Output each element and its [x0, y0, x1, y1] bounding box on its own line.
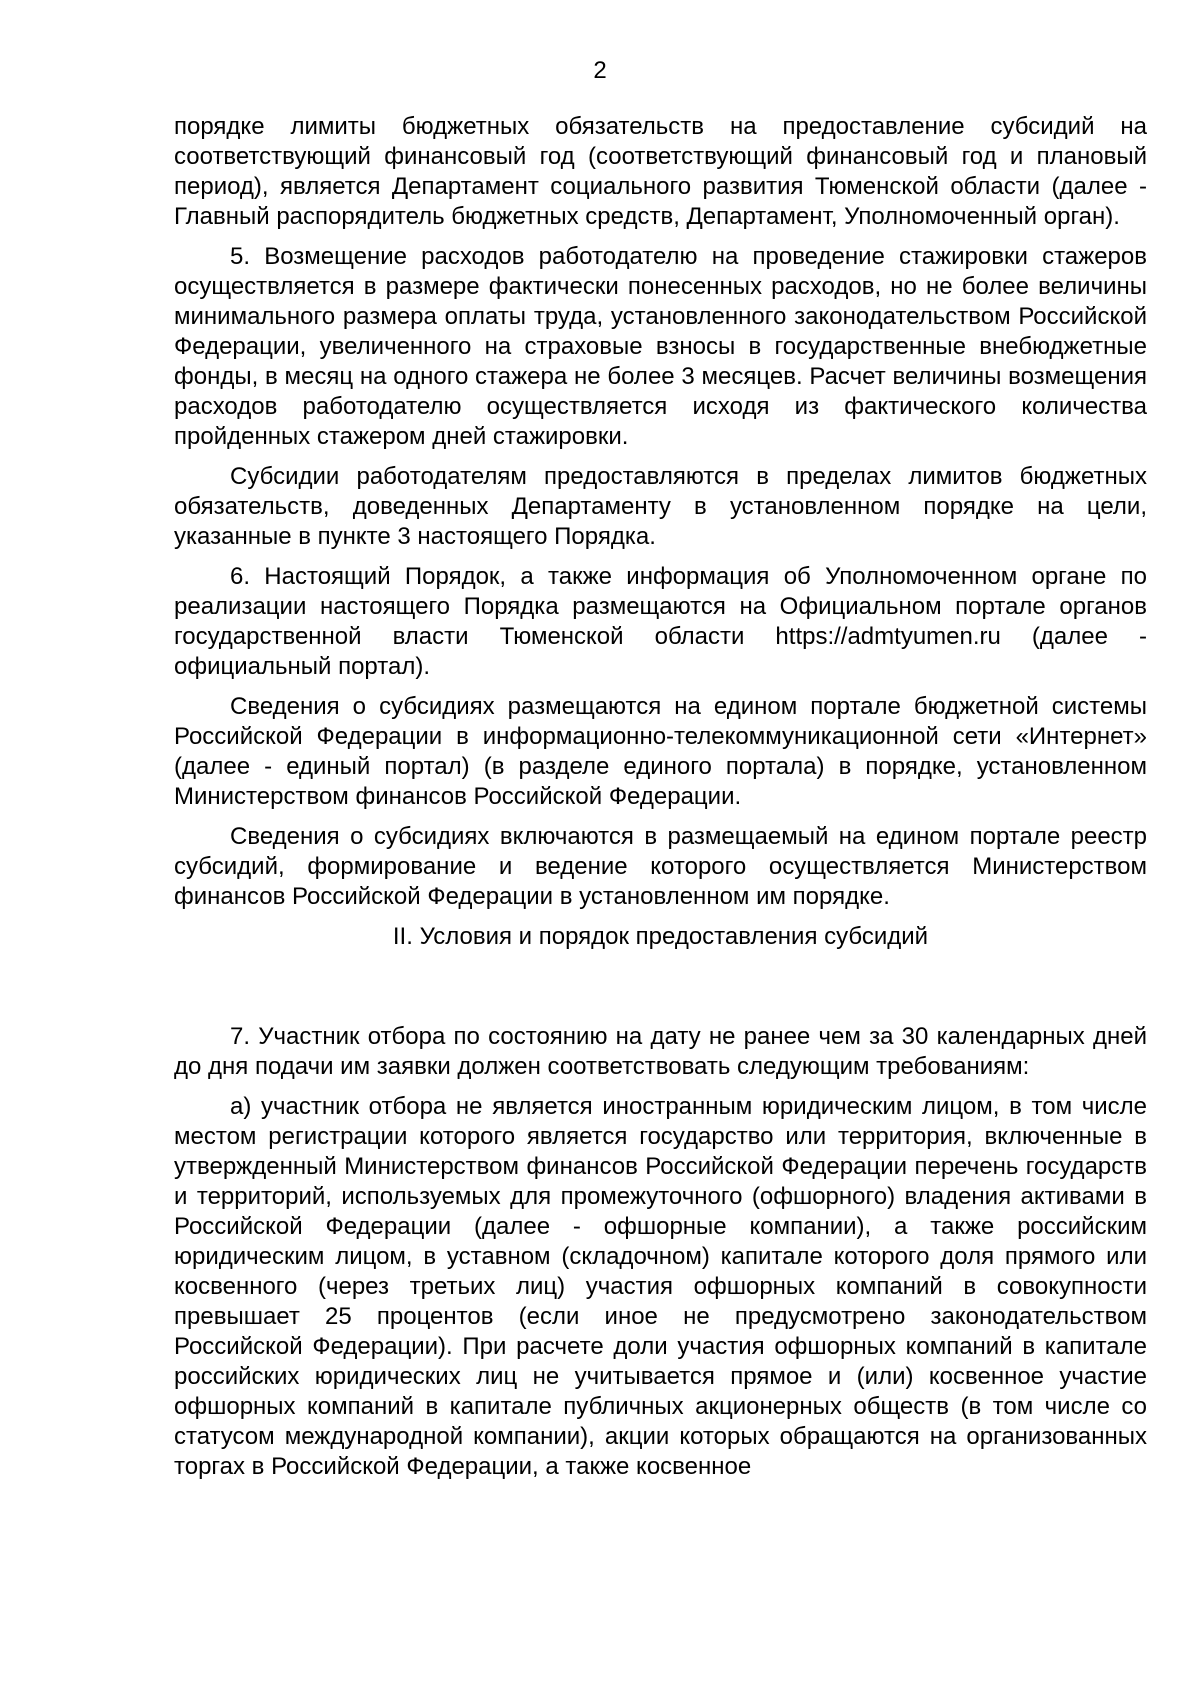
paragraph-unified-portal: Сведения о субсидиях размещаются на едином портале бюджетной системы Российской Федерации в информационно-телекоммуникационной сети «Интернет» (далее - единый портал) (в разделе единого портала) в порядке, установленном Министерством финансов Российской Федерации.	[174, 693, 1147, 810]
paragraph-subsidy-registry: Сведения о субсидиях включаются в размещаемый на едином портале реестр субсидий, формирование и ведение которого осуществляется Министерством финансов Российской Федерации в установленном им порядке.	[174, 823, 1147, 910]
paragraph-item-5: 5. Возмещение расходов работодателю на проведение стажировки стажеров осуществляется в размере фактически понесенных расходов, но не более величины минимального размера оплаты труда, установленного законодательством Российской Федерации, увеличенного на страховые взносы в государственные внебюджетные фонды, в месяц на одного стажера не более 3 месяцев. Расчет величины возмещения расходов работодателю осуществляется исходя из фактического количества пройденных стажером дней стажировки.	[174, 243, 1147, 450]
document-body	[174, 112, 1147, 1482]
paragraph-item-6: 6. Настоящий Порядок, а также информация об Уполномоченном органе по реализации настоящего Порядка размещаются на Официальном портале органов государственной власти Тюменской области https://admtyumen.ru (далее - официальный портал).	[174, 563, 1147, 680]
paragraph-subsidy-limits: Субсидии работодателям предоставляются в пределах лимитов бюджетных обязательств, доведенных Департаменту в установленном порядке на цели, указанные в пункте 3 настоящего Порядка.	[174, 463, 1147, 550]
page-number: 2	[593, 57, 607, 84]
paragraph-item-7a: а) участник отбора не является иностранным юридическим лицом, в том числе местом регистрации которого является государство или территория, включенные в утвержденный Министерством финансов Российской Федерации перечень государств и территорий, используемых для промежуточного (офшорного) владения активами в Российской Федерации (далее - офшорные компании), а также российским юридическим лицом, в уставном (складочном) капитале которого доля прямого или косвенного (через третьих лиц) участия офшорных компаний в совокупности превышает 25 процентов (если иное не предусмотрено законодательством Российской Федерации). При расчете доли участия офшорных компаний в капитале российских юридических лиц не учитывается прямое и (или) косвенное участие офшорных компаний в капитале публичных акционерных обществ (в том числе со статусом международной компании), акции которых обращаются на организованных торгах в Российской Федерации, а также косвенное	[174, 1093, 1147, 1480]
paragraph-item-7: 7. Участник отбора по состоянию на дату не ранее чем за 30 календарных дней до дня подачи им заявки должен соответствовать следующим требованиям:	[174, 1023, 1147, 1080]
section-heading: II. Условия и порядок предоставления субсидий	[392, 923, 929, 950]
paragraph-continuation: порядке лимиты бюджетных обязательств на предоставление субсидий на соответствующий финансовый год (соответствующий финансовый год и плановый период), является Департамент социального развития Тюменской области (далее - Главный распорядитель бюджетных средств, Департамент, Уполномоченный орган).	[174, 113, 1147, 230]
